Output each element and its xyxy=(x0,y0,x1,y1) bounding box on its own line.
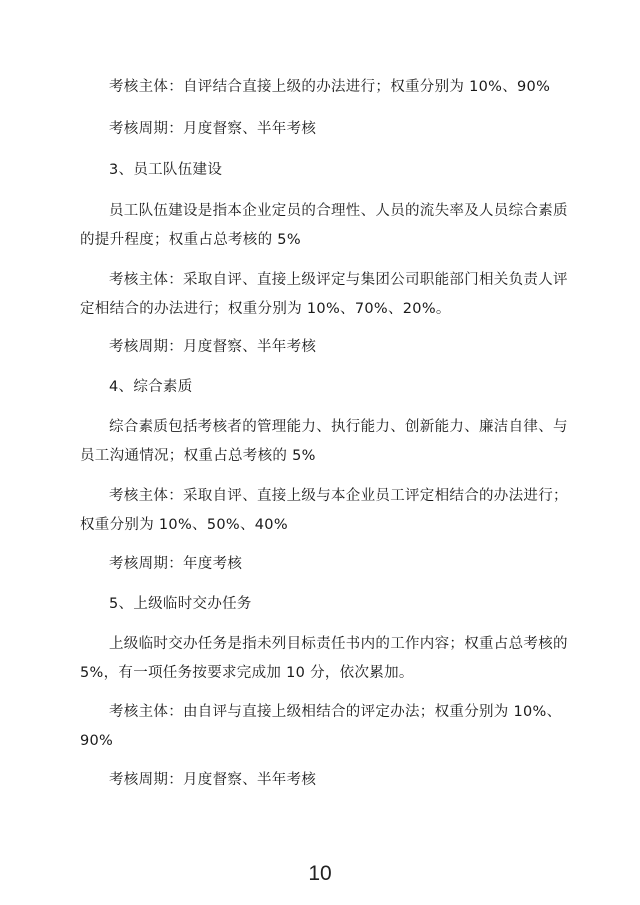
paragraph-evaluator-5: 考核主体：由自评与直接上级相结合的评定办法；权重分别为 10%、90% xyxy=(80,704,562,749)
paragraph-cycle-4: 考核周期：年度考核 xyxy=(109,556,243,572)
paragraph-temporary-tasks: 上级临时交办任务是指未列目标责任书内的工作内容；权重占总考核的 5%，有一项任务按要求完成加 10 分，依次累加。 xyxy=(80,636,568,681)
heading-section-3: 3、员工队伍建设 xyxy=(109,162,223,178)
paragraph-evaluator-1: 考核主体：自评结合直接上级的办法进行；权重分别为 10%、90% xyxy=(109,79,551,95)
page-number: 10 xyxy=(308,862,332,885)
paragraph-cycle-5: 考核周期：月度督察、半年考核 xyxy=(109,772,317,788)
heading-section-5: 5、上级临时交办任务 xyxy=(109,596,252,612)
paragraph-cycle-3: 考核周期：月度督察、半年考核 xyxy=(109,339,317,355)
paragraph-cycle-1: 考核周期：月度督察、半年考核 xyxy=(109,121,317,137)
paragraph-evaluator-3: 考核主体：采取自评、直接上级评定与集团公司职能部门相关负责人评定相结合的办法进行；权重分别为 10%、70%、20%。 xyxy=(80,272,568,317)
paragraph-evaluator-4: 考核主体：采取自评、直接上级与本企业员工评定相结合的办法进行；权重分别为 10%、50%、40% xyxy=(80,488,568,533)
heading-section-4: 4、综合素质 xyxy=(109,379,193,395)
paragraph-team-building: 员工队伍建设是指本企业定员的合理性、人员的流失率及人员综合素质的提升程度；权重占总考核的 5% xyxy=(80,203,568,248)
paragraph-overall-quality: 综合素质包括考核者的管理能力、执行能力、创新能力、廉洁自律、与员工沟通情况；权重占总考核的 5% xyxy=(80,419,568,464)
